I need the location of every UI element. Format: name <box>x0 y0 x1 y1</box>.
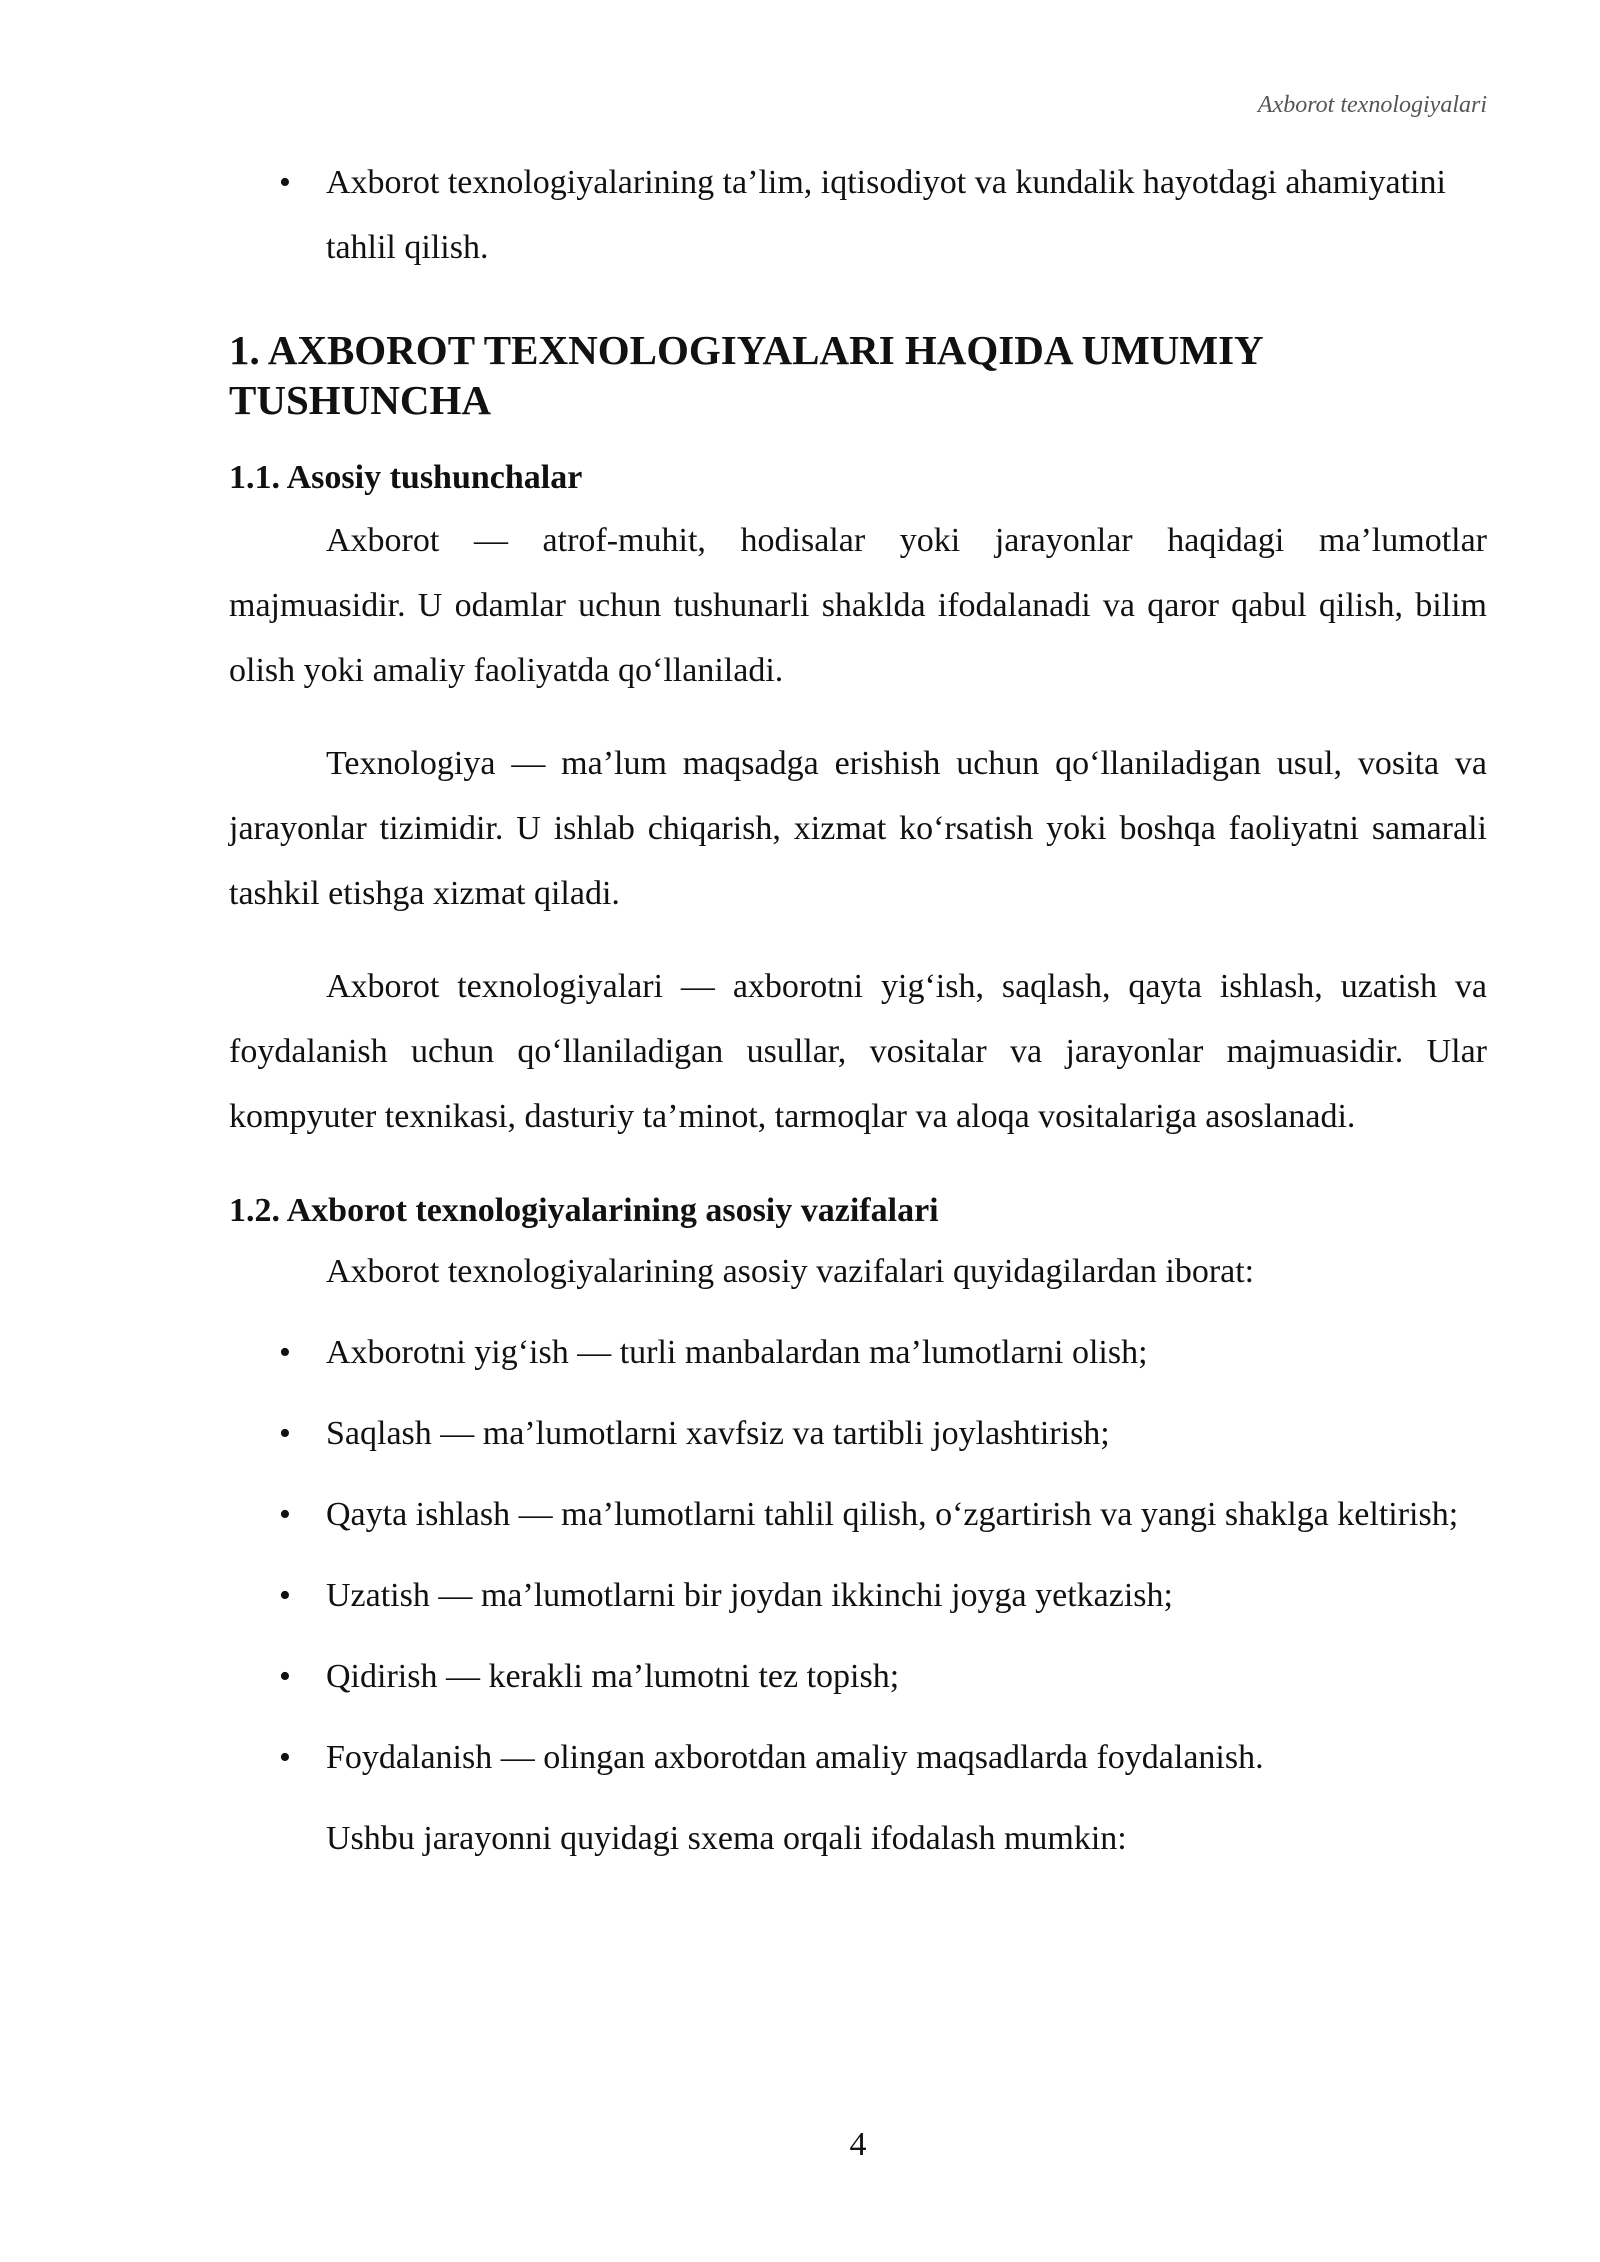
paragraph: Axborot texnologiyalarining asosiy vazifalari quyidagilardan iborat: <box>326 1253 1255 1290</box>
list-item <box>229 1563 1487 1628</box>
list-item <box>229 150 1487 280</box>
list-item-text: Qayta ishlash — ma’lumotlarni tahlil qilish, o‘zgartirish va yangi shaklga keltirish; <box>326 1496 1459 1533</box>
bullet-icon: • <box>279 164 291 201</box>
page-number: 4 <box>849 2126 867 2163</box>
subsection-heading: 1.2. Axborot texnologiyalarining asosiy vazifalari <box>229 1192 939 1229</box>
list-item <box>229 1725 1487 1790</box>
intro-bullet-list <box>229 150 1487 280</box>
paragraph: Ushbu jarayonni quyidagi sxema orqali ifodalash mumkin: <box>326 1820 1127 1857</box>
bullet-icon: • <box>279 1577 291 1614</box>
paragraph: Axborot texnologiyalari — axborotni yig‘ish, saqlash, qayta ishlash, uzatish va foydalanish uchun qo‘llaniladigan usullar, vositalar va jarayonlar majmuasidir. Ular kompyuter texnikasi, dasturiy ta’minot, tarmoqlar va aloqa vositalariga asoslanadi. <box>229 968 1487 1135</box>
list-item-text: Saqlash — ma’lumotlarni xavfsiz va tartibli joylashtirish; <box>326 1415 1110 1452</box>
bullet-icon: • <box>279 1334 291 1371</box>
functions-bullet-list <box>229 1320 1487 1790</box>
page-content <box>229 150 1487 1899</box>
list-item <box>229 1401 1487 1466</box>
list-item-text: Axborot texnologiyalarining ta’lim, iqtisodiyot va kundalik hayotdagi ahamiyatini tahlil qilish. <box>326 164 1446 266</box>
bullet-icon: • <box>279 1415 291 1452</box>
list-item <box>229 1320 1487 1385</box>
list-item-text: Axborotni yig‘ish — turli manbalardan ma’lumotlarni olish; <box>326 1334 1148 1371</box>
bullet-icon: • <box>279 1658 291 1695</box>
section-heading: 1. AXBOROT TEXNOLOGIYALARI HAQIDA UMUMIY TUSHUNCHA <box>229 327 1263 423</box>
subsection-heading: 1.1. Asosiy tushunchalar <box>229 459 583 496</box>
bullet-icon: • <box>279 1739 291 1776</box>
list-item-text: Uzatish — ma’lumotlarni bir joydan ikkinchi joyga yetkazish; <box>326 1577 1173 1614</box>
list-item <box>229 1644 1487 1709</box>
list-item <box>229 1482 1487 1547</box>
paragraph: Axborot — atrof-muhit, hodisalar yoki jarayonlar haqidagi ma’lumotlar majmuasidir. U odamlar uchun tushunarli shaklda ifodalanadi va qaror qabul qilish, bilim olish yoki amaliy faoliyatda qo‘llaniladi. <box>229 522 1487 689</box>
list-item-text: Foydalanish — olingan axborotdan amaliy maqsadlarda foydalanish. <box>326 1739 1264 1776</box>
paragraph: Texnologiya — ma’lum maqsadga erishish uchun qo‘llaniladigan usul, vosita va jarayonlar tizimidir. U ishlab chiqarish, xizmat ko‘rsatish yoki boshqa faoliyatni samarali tashkil etishga xizmat qiladi. <box>229 745 1487 912</box>
bullet-icon: • <box>279 1496 291 1533</box>
list-item-text: Qidirish — kerakli ma’lumotni tez topish; <box>326 1658 900 1695</box>
running-header: Axborot texnologiyalari <box>1257 92 1487 118</box>
